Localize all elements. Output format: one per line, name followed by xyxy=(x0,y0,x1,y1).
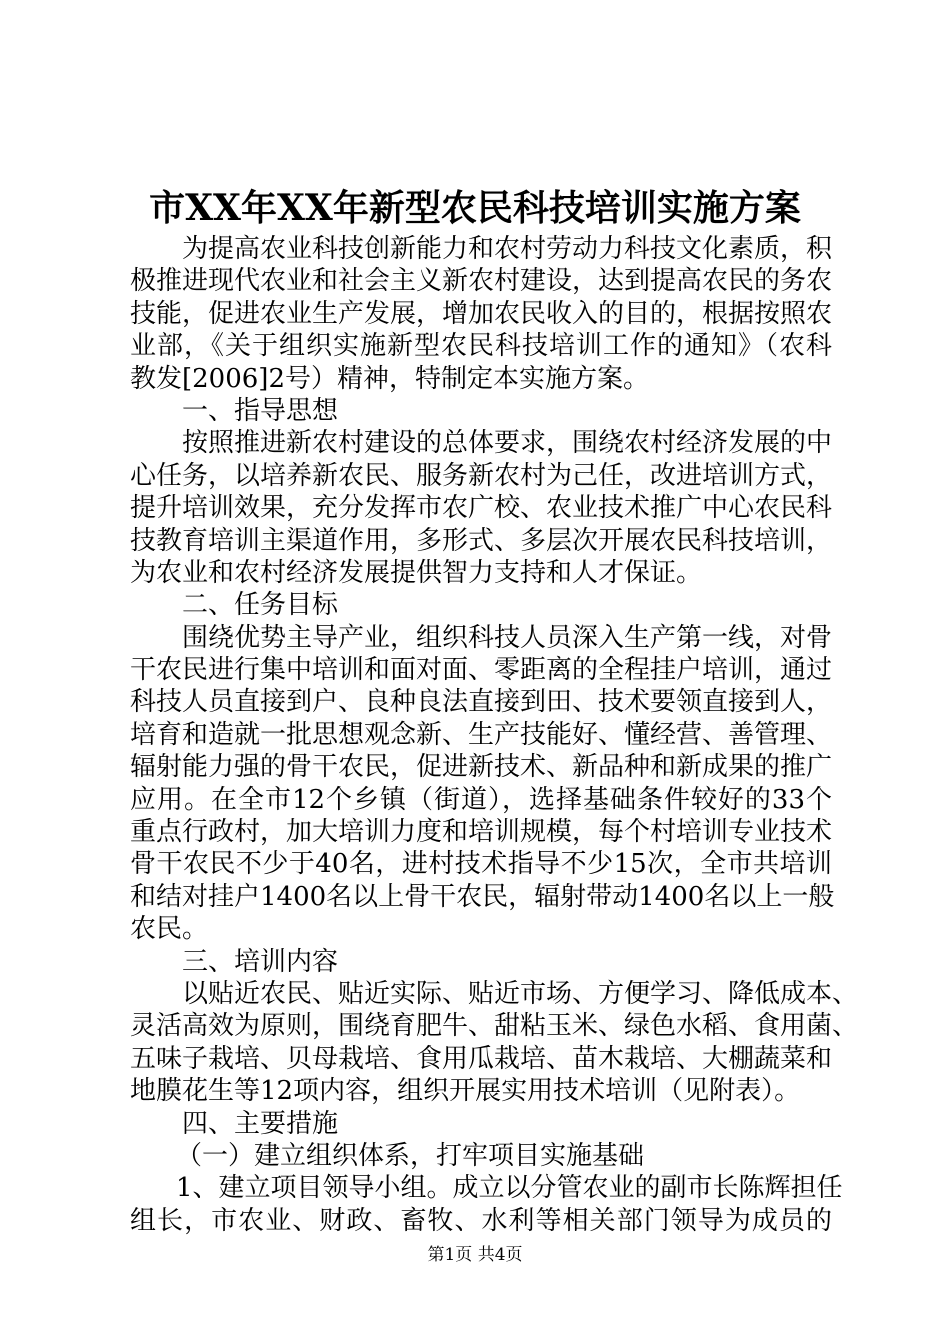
paragraph-line: 围绕优势主导产业，组织科技人员深入生产第一线，对骨 xyxy=(182,622,833,653)
document-body xyxy=(130,233,859,1237)
paragraph-line: 和结对挂户1400名以上骨干农民，辐射带动1400名以上一般 xyxy=(130,881,835,912)
paragraph-line: 五味子栽培、贝母栽培、食用瓜栽培、苗木栽培、大棚蔬菜和 xyxy=(130,1043,833,1074)
section-heading: 二、任务目标 xyxy=(182,590,339,621)
section-heading: 三、培训内容 xyxy=(182,946,339,977)
paragraph-line: 灵活高效为原则，围绕育肥牛、甜粘玉米、绿色水稻、食用菌、 xyxy=(130,1011,859,1042)
paragraph-line: 按照推进新农村建设的总体要求，围绕农村经济发展的中 xyxy=(182,428,833,459)
section-heading: 四、主要措施 xyxy=(182,1108,339,1139)
page-number: 第1页 共4页 xyxy=(427,1245,523,1265)
paragraph-line: 农民。 xyxy=(130,914,209,945)
paragraph-line: 为农业和农村经济发展提供智力支持和人才保证。 xyxy=(130,557,703,588)
section-heading: 一、指导思想 xyxy=(182,395,339,426)
paragraph-line: 培育和造就一批思想观念新、生产技能好、懂经营、善管理、 xyxy=(130,719,833,750)
paragraph-line: 为提高农业科技创新能力和农村劳动力科技文化素质，积 xyxy=(182,234,833,264)
paragraph-line: 应用。在全市12个乡镇（街道），选择基础条件较好的33个 xyxy=(130,784,832,815)
paragraph-line: 组长，市农业、财政、畜牧、水利等相关部门领导为成员的 xyxy=(130,1205,832,1236)
paragraph-line: 辐射能力强的骨干农民，促进新技术、新品种和新成果的推广 xyxy=(130,752,833,783)
paragraph-line: 骨干农民不少于40名，进村技术指导不少15次，全市共培训 xyxy=(130,849,832,880)
paragraph-line: 科技人员直接到户、良种良法直接到田、技术要领直接到人， xyxy=(130,687,833,718)
paragraph-line: 重点行政村，加大培训力度和培训规模，每个村培训专业技术 xyxy=(130,817,833,848)
document-title: 市XX年XX年新型农民科技培训实施方案 xyxy=(149,187,801,229)
paragraph-line: 提升培训效果，充分发挥市农广校、农业技术推广中心农民科 xyxy=(130,493,833,524)
paragraph-line: 1、建立项目领导小组。成立以分管农业的副市长陈辉担任 xyxy=(176,1173,843,1204)
paragraph-line: 极推进现代农业和社会主义新农村建设，达到提高农民的务农 xyxy=(130,266,833,297)
subsection-heading: （一）建立组织体系，打牢项目实施基础 xyxy=(176,1140,645,1171)
paragraph-line: 干农民进行集中培训和面对面、零距离的全程挂户培训，通过 xyxy=(130,655,833,686)
paragraph-line: 业部，《关于组织实施新型农民科技培训工作的通知》（农科 xyxy=(130,331,832,362)
paragraph-line: 以贴近农民、贴近实际、贴近市场、方便学习、降低成本、 xyxy=(182,978,859,1009)
paragraph-line: 技教育培训主渠道作用，多形式、多层次开展农民科技培训， xyxy=(130,525,833,556)
paragraph-line: 教发[2006]2号）精神，特制定本实施方案。 xyxy=(130,363,649,394)
paragraph-line: 心任务，以培养新农民、服务新农村为己任，改进培训方式， xyxy=(130,460,833,491)
paragraph-line: 地膜花生等12项内容，组织开展实用技术培训（见附表）。 xyxy=(130,1076,801,1107)
paragraph-line: 技能，促进农业生产发展，增加农民收入的目的，根据按照农 xyxy=(130,298,833,329)
